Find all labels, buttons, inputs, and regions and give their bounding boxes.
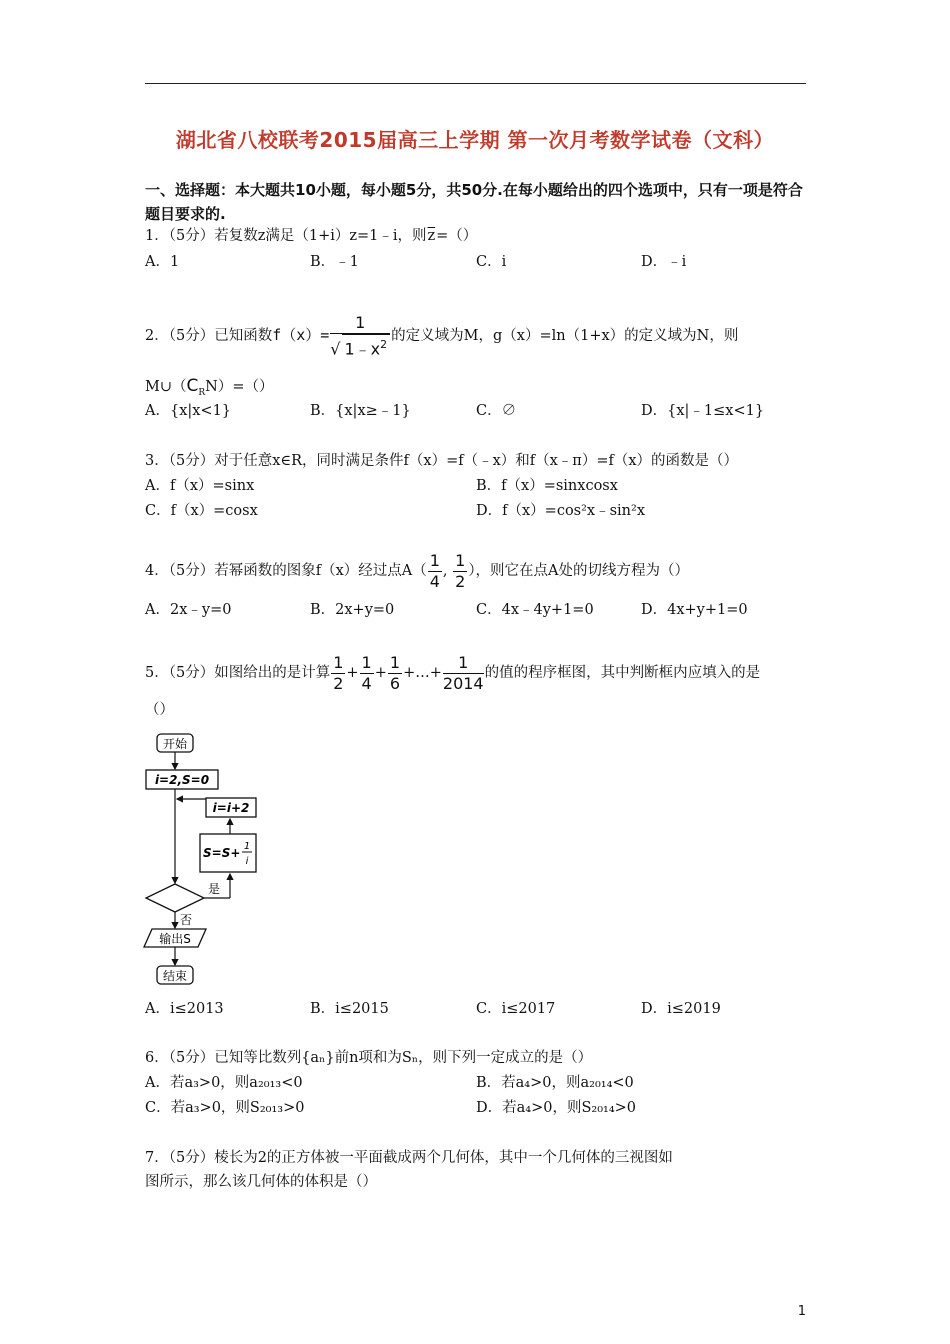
flow-update-s-label: S=S+: [203, 846, 241, 860]
flow-update-s-num: 1: [243, 841, 251, 852]
q2-line2-text: M∪（: [145, 379, 187, 395]
flow-update-i-label: i=i+2: [212, 801, 250, 815]
q5-option-c: C．i≤2017: [476, 1001, 556, 1017]
q5-term-1-den: 2: [333, 673, 344, 693]
q1-option-b: B．﹣1: [310, 254, 359, 270]
q1-zbar: $\overline{z}$: [427, 228, 436, 244]
page-title: 湖北省八校联考2015届高三上学期 第一次月考数学试卷（文科）: [175, 128, 775, 152]
q4-frac-2-den: 2: [455, 571, 466, 591]
q4-frac-1-den: 4: [429, 571, 440, 591]
q6-option-d: D．若a₄>0，则S₂₀₁₄>0: [476, 1100, 637, 1116]
q2-frac-num: 1: [330, 313, 390, 334]
q5-term-3-num: 1: [389, 652, 401, 672]
q2-fraction: [330, 313, 390, 359]
q1-stem-text: 1．（5分）若复数z满足（1+i）z=1﹣i，则: [145, 228, 427, 244]
q4-frac-1: [428, 551, 442, 592]
header-rule: [145, 83, 806, 84]
q6-option-a: A．若a₃>0，则a₂₀₁₃<0: [145, 1075, 303, 1091]
flow-update-s-den: i: [245, 856, 249, 867]
flow-output-label: 输出S: [159, 932, 191, 946]
q4-frac-1-num: 1: [429, 550, 440, 570]
q5-term-1-num: 1: [333, 652, 344, 672]
q3-option-a: A．f（x）=sinx: [145, 478, 255, 494]
flow-yes-label: 是: [208, 882, 221, 896]
q4-option-b: B．2x+y=0: [310, 602, 395, 618]
q5-term-last-num: 1: [443, 653, 484, 674]
question-1-stem: [145, 226, 477, 246]
q2-line2-tail: N）=（）: [205, 379, 274, 395]
q5-term-2: [360, 653, 374, 694]
flow-end-label: 结束: [162, 969, 188, 983]
q2-complement-sub: R: [198, 387, 206, 398]
q2-den-text: 1﹣x: [344, 339, 381, 359]
q1-option-c: C．i: [476, 254, 507, 270]
q3-option-b: B．f（x）=sinxcosx: [476, 478, 618, 494]
q5-stem-text: 5．（5分）如图给出的是计算: [145, 665, 331, 681]
q5-term-3: [388, 653, 402, 694]
q5-option-a: A．i≤2013: [145, 1001, 224, 1017]
q5-tail: 的值的程序框图，其中判断框内应填入的是: [484, 665, 761, 681]
q2-tail: 的定义域为M，g（x）=ln（1+x）的定义域为N，则: [391, 328, 739, 344]
question-2-stem: [145, 310, 738, 360]
question-7-line2: 图所示，那么该几何体的体积是（）: [145, 1174, 377, 1190]
question-2-line2: [145, 376, 274, 403]
section-heading: 一、选择题：本大题共10小题，每小题5分，共50分.在每小题给出的四个选项中，只有一项是符合题目要求的.: [145, 181, 803, 223]
q2-option-d: D．{x|﹣1≤x<1}: [641, 403, 765, 419]
q5-option-b: B．i≤2015: [310, 1001, 389, 1017]
question-7-line1: 7．（5分）棱长为2的正方体被一平面截成两个几何体，其中一个几何体的三视图如: [145, 1150, 673, 1166]
q6-option-b: B．若a₄>0，则a₂₀₁₄<0: [476, 1075, 634, 1091]
q5-term-3-den: 6: [389, 673, 401, 693]
question-5-stem: 5．（5分）如图给出的是计算 $\frac{1}{2}$ + $\frac{1}{4}$ + $\frac{1}{6}$ +…+ $\frac{1}{2014}$ 的值的程序框图，其中判断框内应填入的是: [145, 652, 761, 693]
q1-option-d: D．﹣i: [641, 254, 687, 270]
q2-option-c: C．∅: [476, 403, 517, 419]
flow-start-label: 开始: [162, 737, 188, 751]
q5-term-2-num: 1: [361, 652, 372, 672]
q1-tail: =（）: [436, 228, 478, 244]
q5-term-last-den: 2014: [442, 673, 484, 693]
q2-f-label: f（x）=: [272, 326, 330, 344]
q2-complement: C: [186, 376, 199, 396]
q2-frac-den: √ $1﹣x^2$: [330, 334, 390, 359]
q5-option-d: D．i≤2019: [641, 1001, 721, 1017]
question-3-stem: 3．（5分）对于任意x∈R，同时满足条件f（x）=f（﹣x）和f（x﹣π）=f（x）的函数是（）: [145, 453, 739, 469]
q4-stem-text: 4．（5分）若幂函数的图象f（x）经过点A（: [145, 563, 427, 579]
flow-init-label: i=2,S=0: [154, 773, 210, 787]
q5-dots: +…+: [403, 665, 442, 681]
q4-option-a: A．2x﹣y=0: [145, 602, 232, 618]
q2-den-exp: 2: [380, 337, 388, 351]
q4-tail: ），则它在点A处的切线方程为（）: [468, 563, 690, 579]
q4-option-d: D．4x+y+1=0: [641, 602, 748, 618]
q5-term-2-den: 4: [361, 673, 372, 693]
q4-frac-2-num: 1: [455, 550, 466, 570]
flow-no-label: 否: [180, 913, 193, 927]
q5-flowchart: [140, 728, 270, 990]
q4-option-c: C．4x﹣4y+1=0: [476, 602, 594, 618]
q2-option-b: B．{x|x≥﹣1}: [310, 403, 411, 419]
question-5-line2: （）: [145, 702, 174, 718]
flow-decision-diamond: [146, 884, 204, 912]
q3-option-d: D．f（x）=cos²x﹣sin²x: [476, 503, 646, 519]
q5-term-last: [443, 653, 484, 694]
q2-stem-text: 2．（5分）已知函数: [145, 328, 273, 344]
page-number: 1: [797, 1304, 806, 1319]
q4-frac-2: [453, 551, 467, 592]
q1-option-a: A．1: [145, 254, 180, 270]
q2-option-a: A．{x|x<1}: [145, 403, 232, 419]
question-6-stem: 6．（5分）已知等比数列{aₙ}前n项和为Sₙ，则下列一定成立的是（）: [145, 1050, 593, 1066]
q5-term-1: [331, 653, 345, 694]
q6-option-c: C．若a₃>0，则S₂₀₁₃>0: [145, 1100, 305, 1116]
question-4-stem: 4．（5分）若幂函数的图象f（x）经过点A（ $\frac{1}{4}$ , $\frac{1}{2}$ ），则它在点A处的切线方程为（）: [145, 550, 690, 591]
q3-option-c: C．f（x）=cosx: [145, 503, 258, 519]
